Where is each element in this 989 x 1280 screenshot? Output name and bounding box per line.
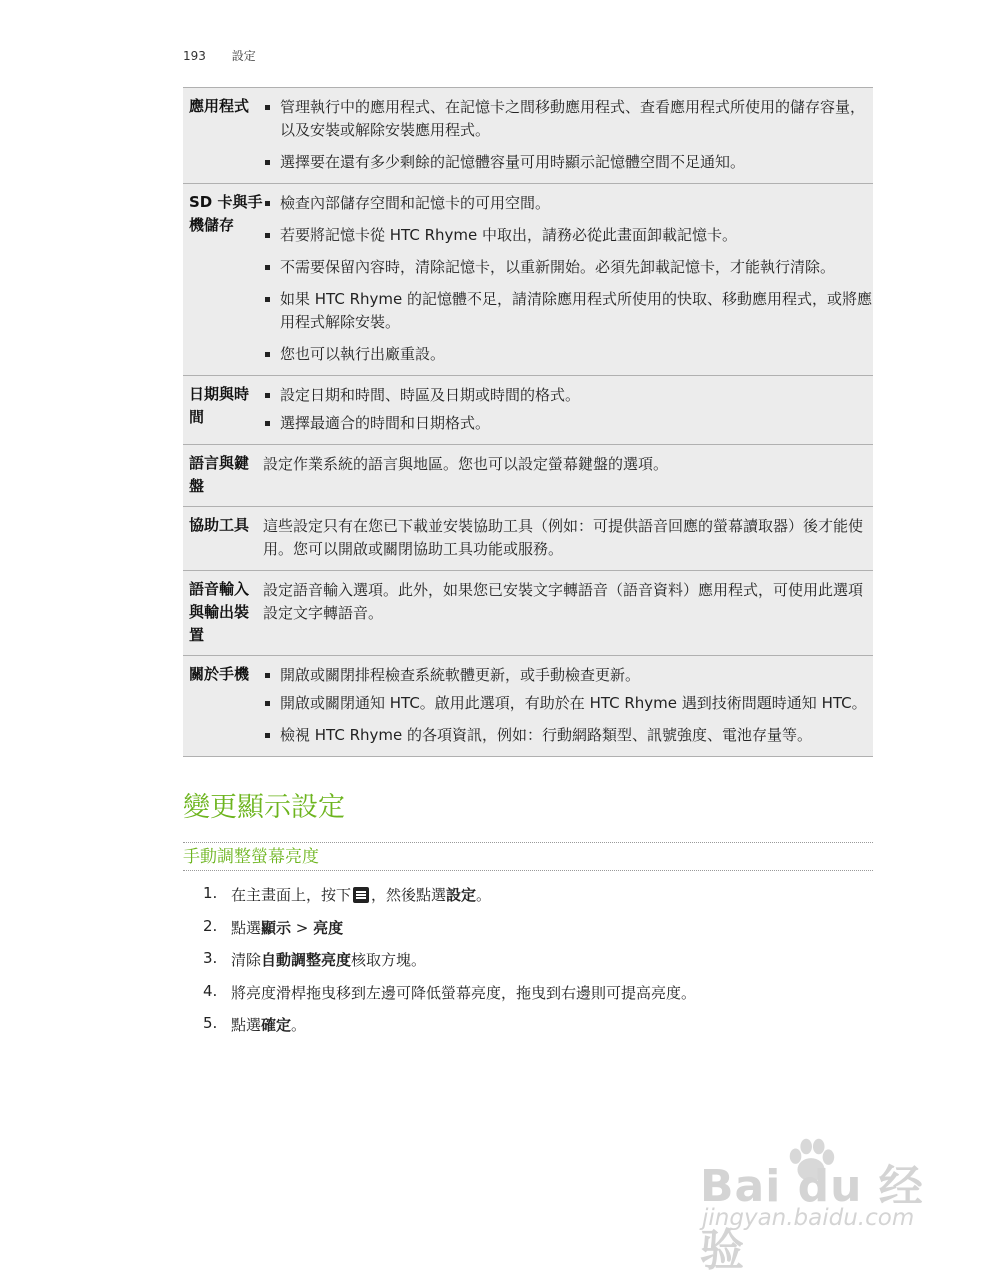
- row-label: 語言與鍵盤: [189, 454, 250, 495]
- row-label: 日期與時間: [189, 385, 250, 426]
- step-number: 3.: [203, 949, 218, 967]
- row-text: 設定作業系統的語言與地區。您也可以設定螢幕鍵盤的選項。: [263, 455, 669, 473]
- steps-list: [203, 884, 696, 1047]
- menu-icon: [353, 887, 369, 903]
- row-label: 協助工具: [189, 516, 250, 534]
- row-content: [263, 184, 873, 375]
- step-text: 點選: [231, 1016, 262, 1034]
- row-text: 設定語音輸入選項。此外，如果您已安裝文字轉語音（語音資料）應用程式，可使用此選項設定文字轉語音。: [263, 581, 864, 622]
- table-row: [183, 656, 873, 757]
- step-number: 2.: [203, 916, 218, 935]
- step-text: 將亮度滑桿拖曳移到左邊可降低螢幕亮度，拖曳到右邊則可提高亮度。: [231, 983, 697, 1002]
- row-content: [263, 571, 873, 655]
- list-item: 管理執行中的應用程式、在記憶卡之間移動應用程式、查看應用程式所使用的儲存容量，以及安裝或解除安裝應用程式。: [263, 96, 873, 142]
- step-text: 在主畫面上，按下: [231, 886, 352, 904]
- section-title: 變更顯示設定: [183, 792, 345, 823]
- step-text: 點選: [231, 918, 262, 937]
- watermark-url: jingyan.baidu.com: [702, 1205, 915, 1231]
- step-item: [203, 917, 696, 950]
- step-bold: 亮度: [313, 918, 344, 937]
- step-bold: 確定: [261, 1016, 292, 1034]
- list-item: 選擇最適合的時間和日期格式。: [263, 412, 873, 435]
- table-row: [183, 88, 873, 184]
- row-content: [263, 376, 873, 444]
- step-text: 清除: [231, 951, 262, 969]
- step-bold: 顯示: [261, 918, 292, 937]
- step-number: 5.: [203, 1014, 218, 1032]
- subsection-title: 手動調整螢幕亮度: [183, 842, 873, 871]
- step-bold: 自動調整亮度: [261, 951, 352, 969]
- step-number: 4.: [203, 981, 218, 1000]
- row-text: 這些設定只有在您已下載並安裝協助工具（例如：可提供語音回應的螢幕讀取器）後才能使用。您可以開啟或關閉協助工具功能或服務。: [263, 517, 864, 558]
- list-item: 如果 HTC Rhyme 的記憶體不足，請清除應用程式所使用的快取、移動應用程式，或將應用程式解除安裝。: [263, 288, 873, 334]
- list-item: 您也可以執行出廠重設。: [263, 343, 873, 366]
- step-bold: 設定: [446, 886, 477, 904]
- row-label: 語音輸入與輸出裝置: [189, 580, 250, 644]
- step-item: [203, 949, 696, 982]
- row-content: [263, 88, 873, 183]
- table-row: [183, 445, 873, 507]
- table-row: [183, 376, 873, 445]
- row-label: 應用程式: [189, 97, 250, 115]
- step-text: >: [291, 918, 314, 937]
- row-label: 關於手機: [189, 665, 250, 683]
- row-label: SD 卡與手機儲存: [189, 193, 263, 234]
- watermark: [700, 1135, 940, 1276]
- list-item: 開啟或關閉通知 HTC。啟用此選項，有助於在 HTC Rhyme 遇到技術問題時通知 HTC。: [263, 692, 873, 715]
- header-section: 設定: [231, 49, 256, 63]
- step-text: ，然後點選: [371, 886, 447, 904]
- step-text: 核取方塊。: [351, 951, 427, 969]
- list-item: 開啟或關閉排程檢查系統軟體更新，或手動檢查更新。: [263, 664, 873, 687]
- row-content: [263, 445, 873, 506]
- step-item: [203, 982, 696, 1015]
- settings-table: [183, 87, 873, 757]
- list-item: 設定日期和時間、時區及日期或時間的格式。: [263, 384, 873, 407]
- table-row: [183, 507, 873, 571]
- row-content: [263, 507, 873, 570]
- step-number: 1.: [203, 884, 218, 902]
- step-item: [203, 1014, 696, 1047]
- page-number: 193: [183, 49, 206, 63]
- page-header: [183, 47, 256, 64]
- table-row: [183, 571, 873, 656]
- list-item: 不需要保留內容時，清除記憶卡，以重新開始。必須先卸載記憶卡，才能執行清除。: [263, 256, 873, 279]
- watermark-brand: Bai du 经验: [700, 1161, 924, 1276]
- list-item: 檢視 HTC Rhyme 的各項資訊，例如：行動網路類型、訊號強度、電池存量等。: [263, 724, 873, 747]
- list-item: 檢查內部儲存空間和記憶卡的可用空間。: [263, 192, 873, 215]
- table-row: [183, 184, 873, 376]
- row-content: [263, 656, 873, 756]
- step-text: 。: [291, 1016, 307, 1034]
- step-text: 。: [476, 886, 492, 904]
- list-item: 若要將記憶卡從 HTC Rhyme 中取出，請務必從此畫面卸載記憶卡。: [263, 224, 873, 247]
- list-item: 選擇要在還有多少剩餘的記憶體容量可用時顯示記憶體空間不足通知。: [263, 151, 873, 174]
- step-item: [203, 884, 696, 917]
